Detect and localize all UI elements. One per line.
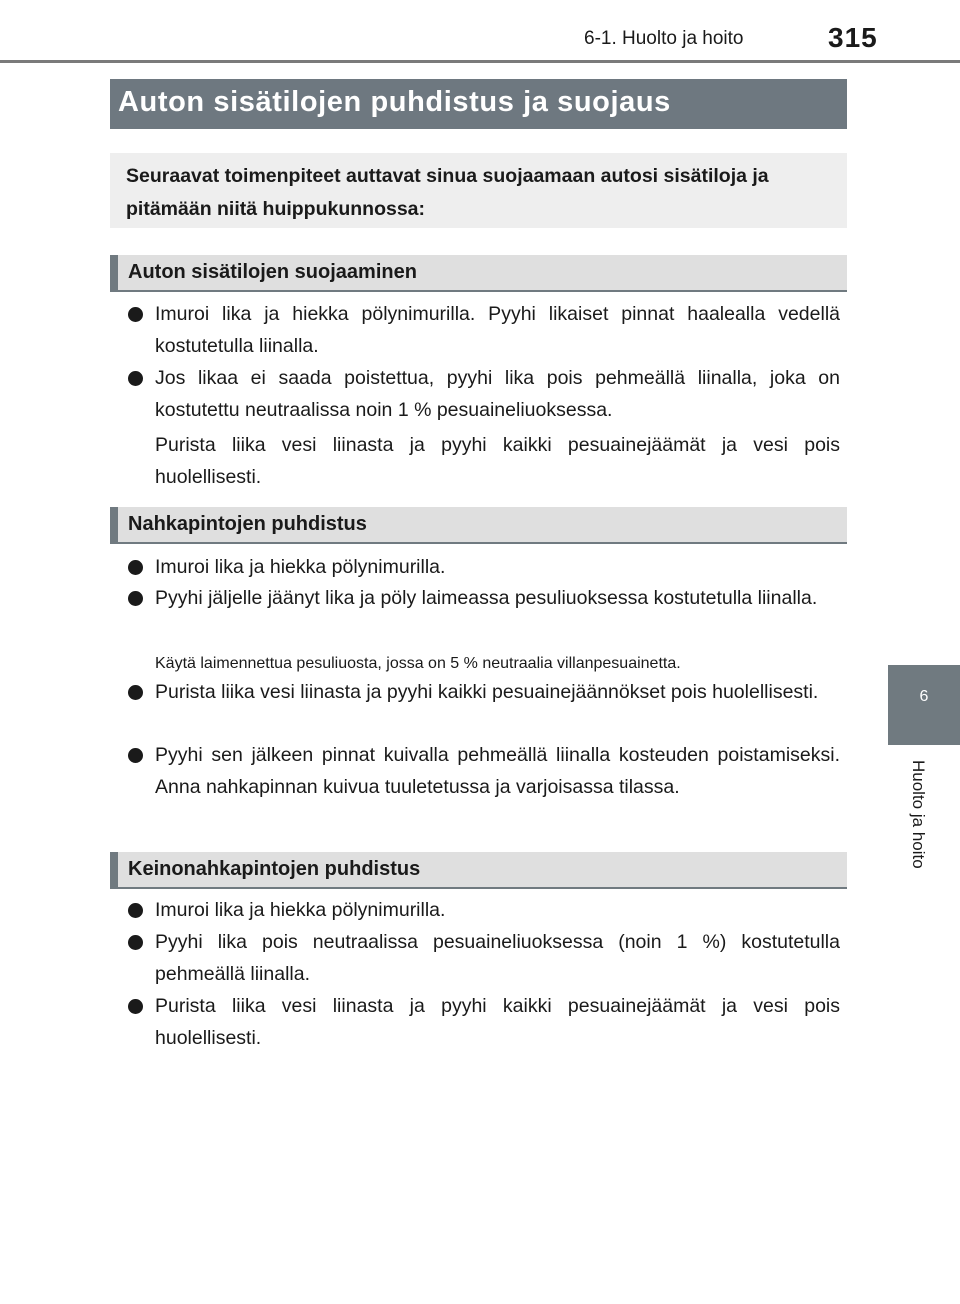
running-header-section: 6-1. Huolto ja hoito bbox=[584, 28, 744, 49]
bullet-icon bbox=[128, 591, 143, 606]
chapter-number: 6 bbox=[919, 688, 929, 705]
list-item-text: Purista liika vesi liinasta ja pyyhi kaikki pesuainejäämät ja vesi pois huolellisesti. bbox=[155, 995, 840, 1049]
bullet-icon bbox=[128, 903, 143, 918]
after-list-text: Purista liika vesi liinasta ja pyyhi kaikki pesuainejäämät ja vesi pois huolellisesti. bbox=[155, 434, 840, 488]
bullet-icon bbox=[128, 560, 143, 575]
list-item-text: Pyyhi jäljelle jäänyt lika ja pöly laimeassa pesuliuoksessa kostutetulla liinalla. bbox=[155, 587, 818, 609]
list-item-text: Imuroi lika ja hiekka pölynimurilla. Pyyhi likaiset pinnat haalealla vedellä kostutetulla liinalla. bbox=[155, 303, 840, 357]
list-item bbox=[128, 894, 840, 926]
chapter-label: Huolto ja hoito bbox=[909, 760, 928, 869]
bullet-icon bbox=[128, 307, 143, 322]
intro-box: Seuraavat toimenpiteet auttavat sinua suojaamaan autosi sisätiloja ja pitämään niitä huippukunnossa: bbox=[110, 153, 847, 228]
list-item-text: Imuroi lika ja hiekka pölynimurilla. bbox=[155, 899, 446, 921]
list-item bbox=[128, 990, 840, 1054]
list-item-text: Jos likaa ei saada poistettua, pyyhi lika pois pehmeällä liinalla, joka on kostutettu neutraalissa noin 1 % pesuaineliuoksessa. bbox=[155, 367, 840, 421]
list-item bbox=[128, 676, 840, 708]
page-number: 315 bbox=[828, 22, 878, 53]
bullet-icon bbox=[128, 685, 143, 700]
section-heading-leather: Nahkapintojen puhdistus bbox=[110, 507, 847, 544]
list-item bbox=[128, 362, 840, 426]
list-item-text: Imuroi lika ja hiekka pölynimurilla. bbox=[155, 556, 446, 578]
list-item-text: Pyyhi sen jälkeen pinnat kuivalla pehmeällä liinalla kosteuden poistamiseksi. Anna nahkapinnan kuivua tuuletetussa ja varjoisassa tilassa. bbox=[155, 744, 840, 798]
note-text: Käytä laimennettua pesuliuosta, jossa on 5 % neutraalia villanpesuainetta. bbox=[155, 655, 681, 672]
section-heading-interior-protection: Auton sisätilojen suojaaminen bbox=[110, 255, 847, 292]
bullet-icon bbox=[128, 371, 143, 386]
list-item-text: Purista liika vesi liinasta ja pyyhi kaikki pesuainejäännökset pois huolellisesti. bbox=[155, 681, 819, 703]
list-item bbox=[128, 926, 840, 990]
page-title: Auton sisätilojen puhdistus ja suojaus bbox=[110, 79, 847, 129]
list-item bbox=[128, 582, 840, 614]
list-item bbox=[128, 739, 840, 803]
bullet-icon bbox=[128, 935, 143, 950]
list-item-text: Pyyhi lika pois neutraalissa pesuaineliuoksessa (noin 1 %) kostutetulla pehmeällä liinalla. bbox=[155, 931, 840, 985]
header-divider bbox=[0, 60, 960, 63]
bullet-icon bbox=[128, 748, 143, 763]
list-item bbox=[128, 298, 840, 362]
section-heading-artificial-leather: Keinonahkapintojen puhdistus bbox=[110, 852, 847, 889]
list-item bbox=[128, 551, 840, 583]
bullet-icon bbox=[128, 999, 143, 1014]
